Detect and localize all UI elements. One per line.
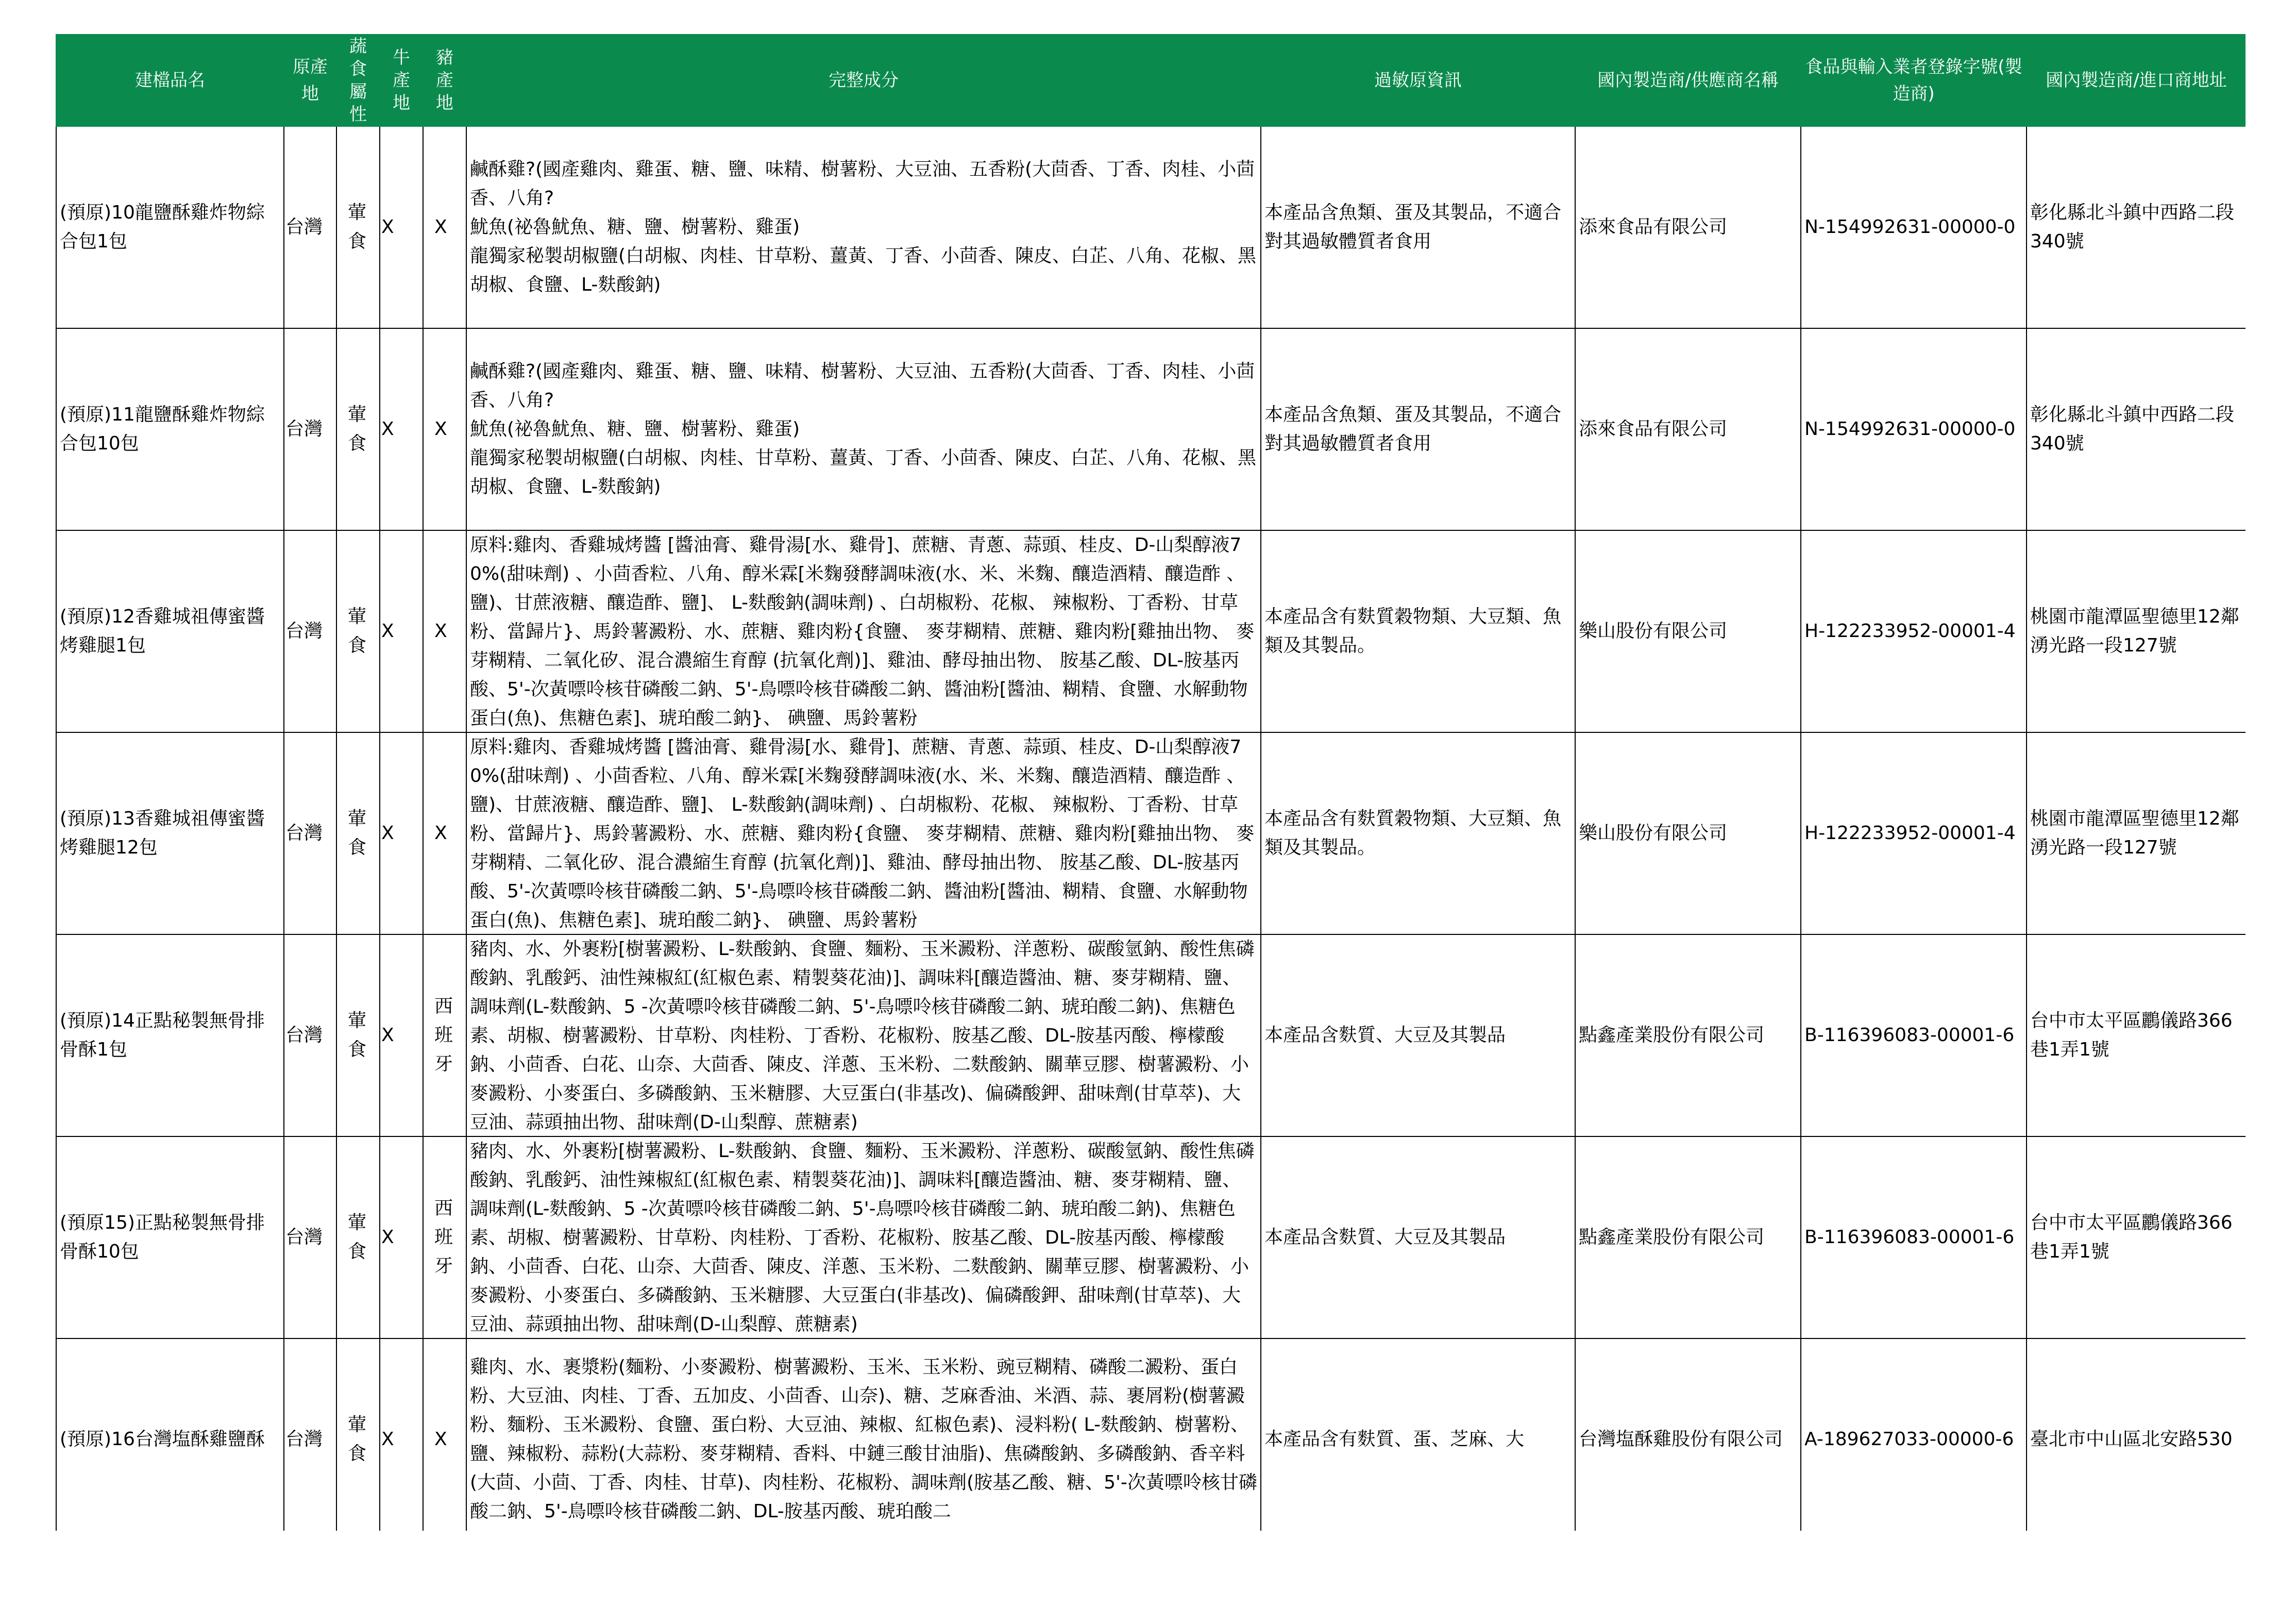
cell-allergen: 本產品含麩質、大豆及其製品 [1261,934,1575,1136]
table-row [56,1136,2246,1338]
cell-ingredients: 原料:雞肉、香雞城烤醬 [醬油膏、雞骨湯[水、雞骨]、蔗糖、青蔥、蒜頭、桂皮、D-山梨醇液70%(甜味劑) 、小茴香粒、八角、醇米霖[米麴發酵調味液(水、米、米麴、釀造酒精、釀造酢 、鹽)、甘蔗液糖、釀造酢、鹽]、 L-麩酸鈉(調味劑) 、白胡椒粉、花椒、 辣椒粉、丁香粉、甘草粉、當歸片}、馬鈴薯澱粉、水、蔗糖、雞肉粉{食鹽、 麥芽糊精、蔗糖、雞肉粉[雞抽出物、 麥芽糊精、二氧化矽、混合濃縮生育醇 (抗氧化劑)]、雞油、酵母抽出物、 胺基乙酸、DL-胺基丙酸、5'-次黃嘌呤核苷磷酸二鈉、5'-鳥嘌呤核苷磷酸二鈉、醬油粉[醬油、糊精、食鹽、水解動物蛋白(魚)、焦糖色素]、琥珀酸二鈉}、 碘鹽、馬鈴薯粉 [466,732,1261,934]
cell-beef: X [380,1136,423,1338]
header-maker: 國內製造商/供應商名稱 [1575,35,1801,126]
header-beef: 牛產地 [380,35,423,126]
cell-allergen: 本產品含有麩質、蛋、芝麻、大 [1261,1338,1575,1531]
cell-allergen: 本產品含有麩質穀物類、大豆類、魚類及其製品。 [1261,530,1575,732]
cell-origin: 台灣 [284,328,336,530]
cell-diet: 葷食 [336,328,380,530]
cell-origin: 台灣 [284,1136,336,1338]
cell-maker: 台灣塩酥雞股份有限公司 [1575,1338,1801,1531]
cell-diet: 葷食 [336,1136,380,1338]
cell-maker: 點鑫產業股份有限公司 [1575,934,1801,1136]
cell-product-name: (預原)11龍鹽酥雞炸物綜合包10包 [56,328,284,530]
cell-diet: 葷食 [336,1338,380,1531]
cell-allergen: 本產品含魚類、蛋及其製品，不適合對其過敏體質者食用 [1261,126,1575,328]
cell-maker: 添來食品有限公司 [1575,328,1801,530]
cell-beef: X [380,328,423,530]
table-row [56,126,2246,328]
table-row [56,328,2246,530]
header-name: 建檔品名 [56,35,284,126]
header-reg: 食品與輸入業者登錄字號(製造商) [1801,35,2027,126]
cell-address: 彰化縣北斗鎮中西路二段340號 [2027,328,2246,530]
product-sheet [56,34,2246,1531]
cell-allergen: 本產品含魚類、蛋及其製品，不適合對其過敏體質者食用 [1261,328,1575,530]
cell-reg: N-154992631-00000-0 [1801,328,2027,530]
table-row [56,732,2246,934]
cell-beef: X [380,732,423,934]
cell-pork: X [423,530,466,732]
header-origin: 原產地 [284,35,336,126]
header-ingredients: 完整成分 [466,35,1261,126]
cell-origin: 台灣 [284,530,336,732]
cell-ingredients: 豬肉、水、外裹粉[樹薯澱粉、L-麩酸鈉、食鹽、麵粉、玉米澱粉、洋蔥粉、碳酸氫鈉、酸性焦磷酸鈉、乳酸鈣、油性辣椒紅(紅椒色素、精製葵花油)]、調味料[釀造醬油、糖、麥芽糊精、鹽、調味劑(L-麩酸鈉、5 -次黃嘌呤核苷磷酸二鈉、5'-鳥嘌呤核苷磷酸二鈉、琥珀酸二鈉)、焦糖色素、胡椒、樹薯澱粉、甘草粉、肉桂粉、丁香粉、花椒粉、胺基乙酸、DL-胺基丙酸、檸檬酸鈉、小茴香、白花、山奈、大茴香、陳皮、洋蔥、玉米粉、二麩酸鈉、關華豆膠、樹薯澱粉、小麥澱粉、小麥蛋白、多磷酸鈉、玉米糖膠、大豆蛋白(非基改)、偏磷酸鉀、甜味劑(甘草萃)、大豆油、蒜頭抽出物、甜味劑(D-山梨醇、蔗糖素) [466,934,1261,1136]
header-address: 國內製造商/進口商地址 [2027,35,2246,126]
cell-reg: N-154992631-00000-0 [1801,126,2027,328]
cell-pork: X [423,126,466,328]
cell-reg: A-189627033-00000-6 [1801,1338,2027,1531]
table-row [56,934,2246,1136]
cell-address: 桃園市龍潭區聖德里12鄰湧光路一段127號 [2027,732,2246,934]
cell-diet: 葷食 [336,530,380,732]
cell-origin: 台灣 [284,126,336,328]
header-row [56,35,2246,126]
cell-maker: 樂山股份有限公司 [1575,732,1801,934]
cell-pork: X [423,328,466,530]
cell-product-name: (預原)16台灣塩酥雞鹽酥 [56,1338,284,1531]
cell-beef: X [380,1338,423,1531]
cell-product-name: (預原)10龍鹽酥雞炸物綜合包1包 [56,126,284,328]
cell-maker: 添來食品有限公司 [1575,126,1801,328]
table-row [56,530,2246,732]
cell-beef: X [380,934,423,1136]
cell-ingredients: 鹹酥雞?(國產雞肉、雞蛋、糖、鹽、味精、樹薯粉、大豆油、五香粉(大茴香、丁香、肉桂、小茴香、八角? 魷魚(祕魯魷魚、糖、鹽、樹薯粉、雞蛋) 龍獨家秘製胡椒鹽(白胡椒、肉桂、甘草粉、薑黃、丁香、小茴香、陳皮、白芷、八角、花椒、黑胡椒、食鹽、L-麩酸鈉) [466,328,1261,530]
cell-address: 彰化縣北斗鎮中西路二段340號 [2027,126,2246,328]
cell-diet: 葷食 [336,732,380,934]
header-pork: 豬產地 [423,35,466,126]
header-diet: 蔬食屬性 [336,35,380,126]
cell-maker: 點鑫產業股份有限公司 [1575,1136,1801,1338]
cell-reg: B-116396083-00001-6 [1801,934,2027,1136]
cell-product-name: (預原15)正點秘製無骨排骨酥10包 [56,1136,284,1338]
cell-reg: H-122233952-00001-4 [1801,732,2027,934]
cell-diet: 葷食 [336,934,380,1136]
cell-pork: 西班牙 [423,1136,466,1338]
cell-ingredients: 雞肉、水、裹漿粉(麵粉、小麥澱粉、樹薯澱粉、玉米、玉米粉、豌豆糊精、磷酸二澱粉、蛋白粉、大豆油、肉桂、丁香、五加皮、小茴香、山奈)、糖、芝麻香油、米酒、蒜、裹屑粉(樹薯澱粉、麵粉、玉米澱粉、食鹽、蛋白粉、大豆油、辣椒、紅椒色素)、浸料粉( L-麩酸鈉、樹薯粉、鹽、辣椒粉、蒜粉(大蒜粉、麥芽糊精、香料、中鏈三酸甘油脂)、焦磷酸鈉、多磷酸鈉、香辛料(大茴、小茴、丁香、肉桂、甘草)、肉桂粉、花椒粉、調味劑(胺基乙酸、糖、5'-次黃嘌呤核甘磷酸二鈉、5'-鳥嘌呤核苷磷酸二鈉、DL-胺基丙酸、琥珀酸二 [466,1338,1261,1531]
table-row [56,1338,2246,1531]
cell-diet: 葷食 [336,126,380,328]
cell-product-name: (預原)12香雞城祖傳蜜醬烤雞腿1包 [56,530,284,732]
cell-address: 臺北市中山區北安路530 [2027,1338,2246,1531]
cell-origin: 台灣 [284,934,336,1136]
cell-pork: X [423,1338,466,1531]
cell-product-name: (預原)14正點秘製無骨排骨酥1包 [56,934,284,1136]
cell-pork: 西班牙 [423,934,466,1136]
cell-ingredients: 豬肉、水、外裹粉[樹薯澱粉、L-麩酸鈉、食鹽、麵粉、玉米澱粉、洋蔥粉、碳酸氫鈉、酸性焦磷酸鈉、乳酸鈣、油性辣椒紅(紅椒色素、精製葵花油)]、調味料[釀造醬油、糖、麥芽糊精、鹽、調味劑(L-麩酸鈉、5 -次黃嘌呤核苷磷酸二鈉、5'-鳥嘌呤核苷磷酸二鈉、琥珀酸二鈉)、焦糖色素、胡椒、樹薯澱粉、甘草粉、肉桂粉、丁香粉、花椒粉、胺基乙酸、DL-胺基丙酸、檸檬酸鈉、小茴香、白花、山奈、大茴香、陳皮、洋蔥、玉米粉、二麩酸鈉、關華豆膠、樹薯澱粉、小麥澱粉、小麥蛋白、多磷酸鈉、玉米糖膠、大豆蛋白(非基改)、偏磷酸鉀、甜味劑(甘草萃)、大豆油、蒜頭抽出物、甜味劑(D-山梨醇、蔗糖素) [466,1136,1261,1338]
cell-allergen: 本產品含麩質、大豆及其製品 [1261,1136,1575,1338]
cell-reg: H-122233952-00001-4 [1801,530,2027,732]
header-allergen: 過敏原資訊 [1261,35,1575,126]
cell-pork: X [423,732,466,934]
cell-address: 台中市太平區鸝儀路366巷1弄1號 [2027,934,2246,1136]
cell-address: 桃園市龍潭區聖德里12鄰湧光路一段127號 [2027,530,2246,732]
cell-beef: X [380,530,423,732]
product-table [56,34,2246,1531]
cell-ingredients: 原料:雞肉、香雞城烤醬 [醬油膏、雞骨湯[水、雞骨]、蔗糖、青蔥、蒜頭、桂皮、D-山梨醇液70%(甜味劑) 、小茴香粒、八角、醇米霖[米麴發酵調味液(水、米、米麴、釀造酒精、釀造酢 、鹽)、甘蔗液糖、釀造酢、鹽]、 L-麩酸鈉(調味劑) 、白胡椒粉、花椒、 辣椒粉、丁香粉、甘草粉、當歸片}、馬鈴薯澱粉、水、蔗糖、雞肉粉{食鹽、 麥芽糊精、蔗糖、雞肉粉[雞抽出物、 麥芽糊精、二氧化矽、混合濃縮生育醇 (抗氧化劑)]、雞油、酵母抽出物、 胺基乙酸、DL-胺基丙酸、5'-次黃嘌呤核苷磷酸二鈉、5'-鳥嘌呤核苷磷酸二鈉、醬油粉[醬油、糊精、食鹽、水解動物蛋白(魚)、焦糖色素]、琥珀酸二鈉}、 碘鹽、馬鈴薯粉 [466,530,1261,732]
cell-reg: B-116396083-00001-6 [1801,1136,2027,1338]
cell-allergen: 本產品含有麩質穀物類、大豆類、魚類及其製品。 [1261,732,1575,934]
cell-ingredients: 鹹酥雞?(國產雞肉、雞蛋、糖、鹽、味精、樹薯粉、大豆油、五香粉(大茴香、丁香、肉桂、小茴香、八角? 魷魚(祕魯魷魚、糖、鹽、樹薯粉、雞蛋) 龍獨家秘製胡椒鹽(白胡椒、肉桂、甘草粉、薑黃、丁香、小茴香、陳皮、白芷、八角、花椒、黑胡椒、食鹽、L-麩酸鈉) [466,126,1261,328]
cell-origin: 台灣 [284,1338,336,1531]
cell-beef: X [380,126,423,328]
cell-address: 台中市太平區鸝儀路366巷1弄1號 [2027,1136,2246,1338]
cell-product-name: (預原)13香雞城祖傳蜜醬烤雞腿12包 [56,732,284,934]
cell-origin: 台灣 [284,732,336,934]
cell-maker: 樂山股份有限公司 [1575,530,1801,732]
